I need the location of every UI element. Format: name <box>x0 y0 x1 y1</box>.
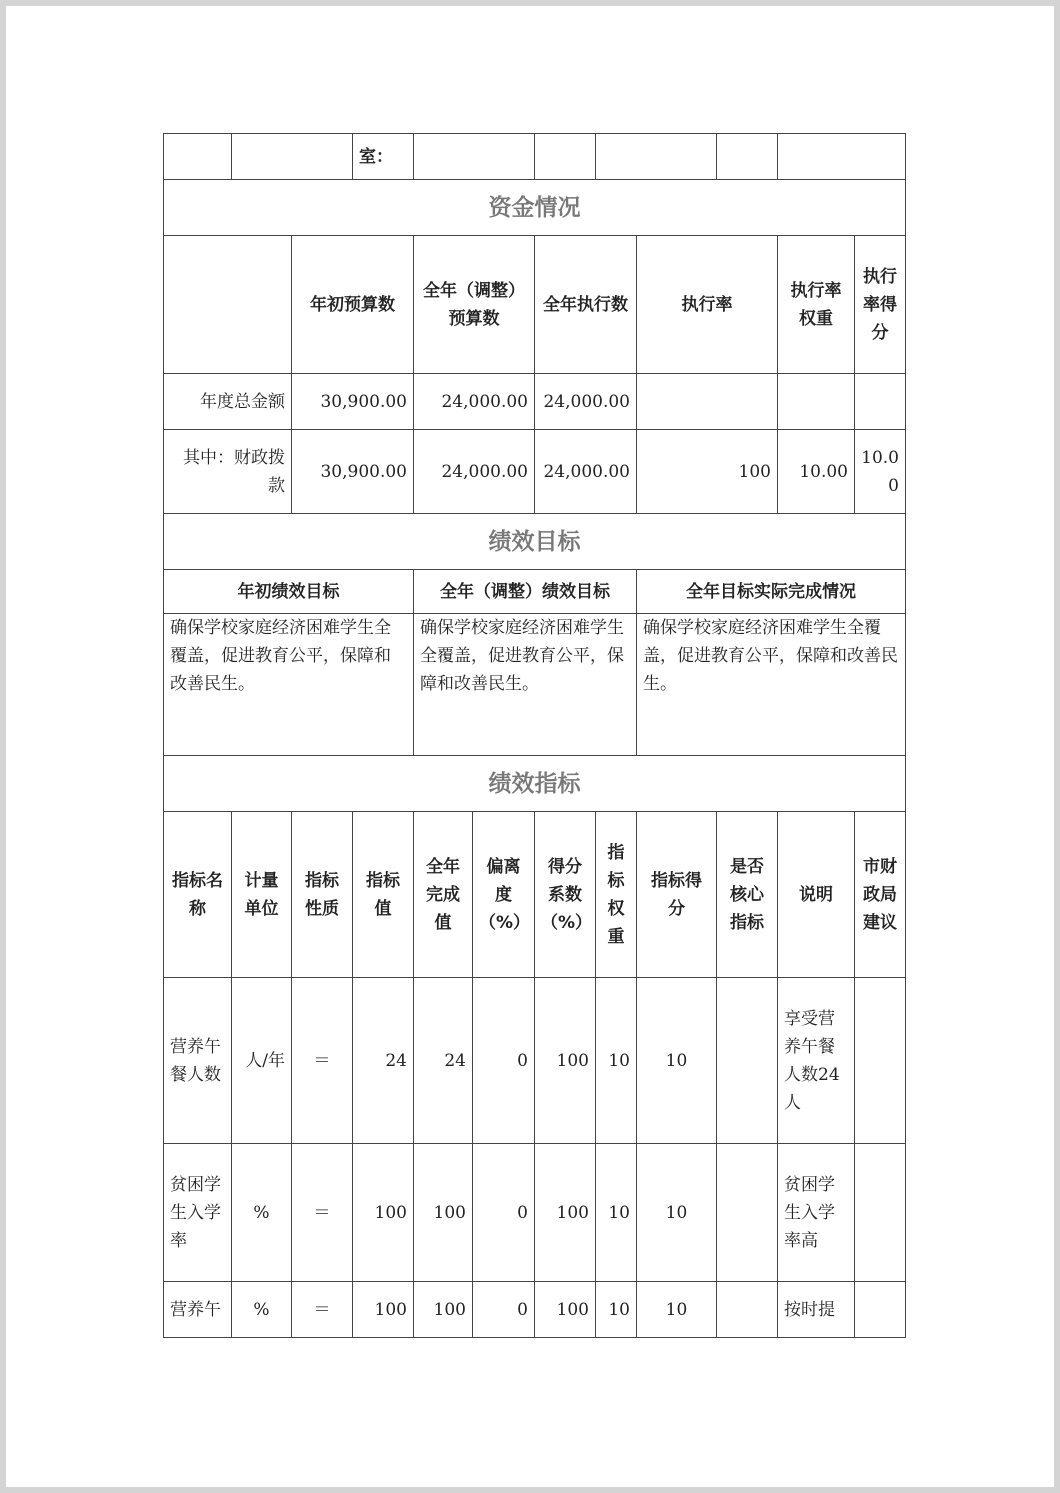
indicator-completed: 24 <box>414 978 473 1144</box>
rate-header: 执行率 <box>637 236 778 374</box>
indicator-nature: ＝ <box>292 1282 353 1338</box>
funds-row-label: 其中：财政拨款 <box>164 430 292 514</box>
initial-budget-header: 年初预算数 <box>292 236 414 374</box>
indicator-weight: 10 <box>596 1144 637 1282</box>
funds-header-row <box>164 236 906 374</box>
funds-row-fiscal <box>164 430 906 514</box>
rate-score-value: 10.00 <box>855 430 906 514</box>
weight-header: 指标权重 <box>596 812 637 978</box>
indicator-unit: % <box>232 1144 292 1282</box>
indicators-header-row <box>164 812 906 978</box>
indicator-core <box>717 1144 778 1282</box>
indicator-nature: ＝ <box>292 978 353 1144</box>
adjusted-budget-value: 24,000.00 <box>414 430 535 514</box>
indicator-advice <box>855 978 906 1144</box>
coef-header: 得分系数（%） <box>535 812 596 978</box>
adjusted-budget-value: 24,000.00 <box>414 374 535 430</box>
performance-table <box>163 133 906 1338</box>
indicator-completed: 100 <box>414 1144 473 1282</box>
rate-weight-value <box>778 374 855 430</box>
rate-weight-header: 执行率权重 <box>778 236 855 374</box>
indicator-coef: 100 <box>535 1282 596 1338</box>
table-row <box>164 1282 906 1338</box>
value-header: 指标值 <box>353 812 414 978</box>
indicator-advice <box>855 1144 906 1282</box>
indicator-deviation: 0 <box>473 978 535 1144</box>
indicator-score: 10 <box>637 1144 717 1282</box>
actual-goal-header: 全年目标实际完成情况 <box>637 570 906 614</box>
indicator-completed: 100 <box>414 1282 473 1338</box>
deviation-header: 偏离度（%） <box>473 812 535 978</box>
indicator-value: 100 <box>353 1144 414 1282</box>
rate-value <box>637 374 778 430</box>
indicator-name: 营养午 <box>164 1282 232 1338</box>
unit-header: 计量单位 <box>232 812 292 978</box>
indicator-name-header: 指标名称 <box>164 812 232 978</box>
indicator-note: 按时提 <box>778 1282 855 1338</box>
indicator-coef: 100 <box>535 978 596 1144</box>
indicator-core <box>717 1282 778 1338</box>
indicator-weight: 10 <box>596 978 637 1144</box>
rate-score-header: 执行率得分 <box>855 236 906 374</box>
funds-row-label: 年度总金额 <box>164 374 292 430</box>
indicator-deviation: 0 <box>473 1144 535 1282</box>
indicator-deviation: 0 <box>473 1282 535 1338</box>
initial-budget-value: 30,900.00 <box>292 374 414 430</box>
initial-goal-header: 年初绩效目标 <box>164 570 414 614</box>
indicator-score: 10 <box>637 978 717 1144</box>
room-label: 室： <box>353 134 414 180</box>
adjusted-goal-text: 确保学校家庭经济困难学生全覆盖，促进教育公平，保障和改善民生。 <box>414 614 637 756</box>
initial-budget-value: 30,900.00 <box>292 430 414 514</box>
funds-row-total <box>164 374 906 430</box>
indicator-note: 贫困学生入学率高 <box>778 1144 855 1282</box>
indicator-value: 100 <box>353 1282 414 1338</box>
indicator-unit: % <box>232 1282 292 1338</box>
indicator-name: 贫困学生入学率 <box>164 1144 232 1282</box>
executed-value: 24,000.00 <box>535 374 637 430</box>
indicator-nature: ＝ <box>292 1144 353 1282</box>
indicator-unit: 人/年 <box>232 978 292 1144</box>
rate-score-value <box>855 374 906 430</box>
table-row <box>164 978 906 1144</box>
goals-text-row <box>164 614 906 756</box>
advice-header: 市财政局建议 <box>855 812 906 978</box>
indicator-advice <box>855 1282 906 1338</box>
indicator-note: 享受营养午餐人数24人 <box>778 978 855 1144</box>
goals-header-row <box>164 570 906 614</box>
top-row <box>164 134 906 180</box>
score-header: 指标得分 <box>637 812 717 978</box>
executed-value: 24,000.00 <box>535 430 637 514</box>
rate-value: 100 <box>637 430 778 514</box>
executed-header: 全年执行数 <box>535 236 637 374</box>
indicator-score: 10 <box>637 1282 717 1338</box>
core-header: 是否核心指标 <box>717 812 778 978</box>
actual-goal-text: 确保学校家庭经济困难学生全覆盖，促进教育公平，保障和改善民生。 <box>637 614 906 756</box>
initial-goal-text: 确保学校家庭经济困难学生全覆盖，促进教育公平，保障和改善民生。 <box>164 614 414 756</box>
indicators-section-title: 绩效指标 <box>164 756 906 812</box>
goals-section-title: 绩效目标 <box>164 514 906 570</box>
completed-header: 全年完成值 <box>414 812 473 978</box>
funds-section-title: 资金情况 <box>164 180 906 236</box>
document-page <box>6 6 1054 1487</box>
rate-weight-value: 10.00 <box>778 430 855 514</box>
nature-header: 指标性质 <box>292 812 353 978</box>
table-row <box>164 1144 906 1282</box>
indicator-weight: 10 <box>596 1282 637 1338</box>
indicator-name: 营养午餐人数 <box>164 978 232 1144</box>
indicator-core <box>717 978 778 1144</box>
indicator-coef: 100 <box>535 1144 596 1282</box>
indicator-value: 24 <box>353 978 414 1144</box>
note-header: 说明 <box>778 812 855 978</box>
adjusted-budget-header: 全年（调整）预算数 <box>414 236 535 374</box>
adjusted-goal-header: 全年（调整）绩效目标 <box>414 570 637 614</box>
